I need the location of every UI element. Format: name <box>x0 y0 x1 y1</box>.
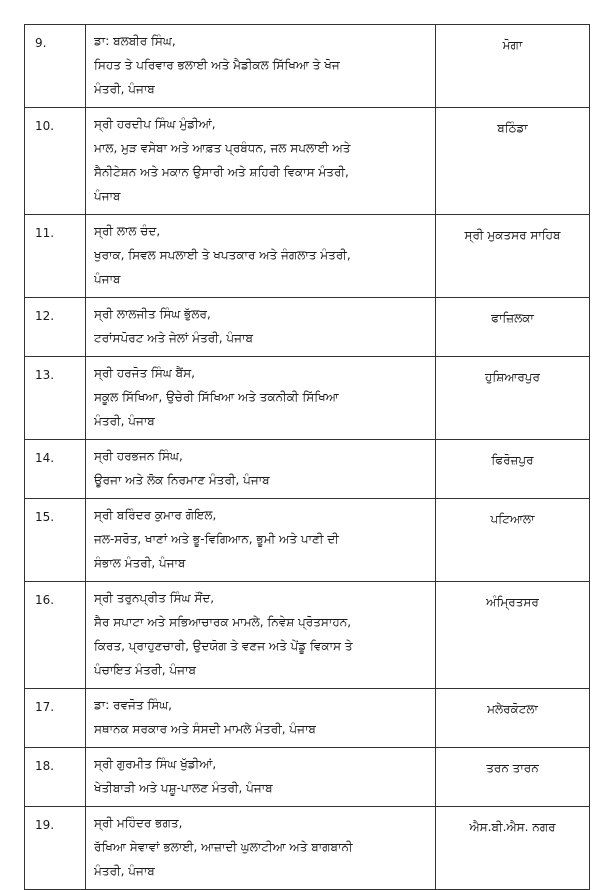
minister-cell <box>86 215 436 298</box>
district-name: ਅੰਮ੍ਰਿਤਸਰ <box>436 582 590 689</box>
table-row <box>25 689 590 748</box>
portfolio-line: ਟਰਾਂਸਪੋਰਟ ਅਤੇ ਜੇਲਾਂ ਮੰਤਰੀ, ਪੰਜਾਬ <box>94 331 253 345</box>
district-name: ਤਰਨ ਤਾਰਨ <box>436 748 590 807</box>
serial-number: 16. <box>25 582 86 689</box>
minister-name: ਸ੍ਰੀ ਮਹਿੰਦਰ ਭਗਤ, <box>94 816 183 830</box>
minister-cell <box>86 582 436 689</box>
ministers-table <box>24 24 590 890</box>
portfolio-line: ਮਾਲ, ਮੁੜ ਵਸੇਬਾ ਅਤੇ ਆਫ਼ਤ ਪ੍ਰਬੰਧਨ, ਜਲ ਸਪਲਾਈ ਅਤੇ <box>94 141 351 155</box>
table-row <box>25 440 590 499</box>
district-name: ਹੁਸ਼ਿਆਰਪੁਰ <box>436 357 590 440</box>
portfolio-line: ਸੈਨੀਟੇਸ਼ਨ ਅਤੇ ਮਕਾਨ ਉਸਾਰੀ ਅਤੇ ਸ਼ਹਿਰੀ ਵਿਕਾਸ ਮੰਤਰੀ, <box>94 165 349 179</box>
portfolio-line: ਪੰਜਾਬ <box>94 272 121 286</box>
portfolio-line: ਪੰਚਾਇਤ ਮੰਤਰੀ, ਪੰਜਾਬ <box>94 663 196 677</box>
district-name: ਐਸ.ਬੀ.ਐਸ. ਨਗਰ <box>436 807 590 890</box>
table-row <box>25 807 590 890</box>
minister-cell <box>86 807 436 890</box>
minister-name: ਸ੍ਰੀ ਹਰਭਜਨ ਸਿੰਘ, <box>94 449 183 463</box>
minister-name: ਸ੍ਰੀ ਗੁਰਮੀਤ ਸਿੰਘ ਖੁੱਡੀਆਂ, <box>94 757 217 771</box>
portfolio-line: ਸੰਭਾਲ ਮੰਤਰੀ, ਪੰਜਾਬ <box>94 556 186 570</box>
table-row <box>25 298 590 357</box>
district-name: ਮਲੇਰਕੋਟਲਾ <box>436 689 590 748</box>
portfolio-line: ਖੇਤੀਬਾੜੀ ਅਤੇ ਪਸ਼ੂ-ਪਾਲਣ ਮੰਤਰੀ, ਪੰਜਾਬ <box>94 781 273 795</box>
minister-name: ਸ੍ਰੀ ਲਾਲਜੀਤ ਸਿੰਘ ਭੁੱਲਰ, <box>94 307 211 321</box>
minister-name: ਸ੍ਰੀ ਹਰਦੀਪ ਸਿੰਘ ਮੁੰਡੀਆਂ, <box>94 117 216 131</box>
district-name: ਸ੍ਰੀ ਮੁਕਤਸਰ ਸਾਹਿਬ <box>436 215 590 298</box>
portfolio-line: ਜਲ-ਸਰੋਤ, ਖਾਣਾਂ ਅਤੇ ਭੂ-ਵਿਗਿਆਨ, ਭੂਮੀ ਅਤੇ ਪਾਣੀ ਦੀ <box>94 532 339 546</box>
serial-number: 9. <box>25 25 86 108</box>
portfolio-line: ਸਥਾਨਕ ਸਰਕਾਰ ਅਤੇ ਸੰਸਦੀ ਮਾਮਲੇ ਮੰਤਰੀ, ਪੰਜਾਬ <box>94 722 316 736</box>
portfolio-line: ਮੰਤਰੀ, ਪੰਜਾਬ <box>94 414 155 428</box>
serial-number: 19. <box>25 807 86 890</box>
district-name: ਫਾਜ਼ਿਲਕਾ <box>436 298 590 357</box>
table-row <box>25 582 590 689</box>
minister-cell <box>86 298 436 357</box>
serial-number: 17. <box>25 689 86 748</box>
serial-number: 11. <box>25 215 86 298</box>
minister-name: ਸ੍ਰੀ ਤਰੁਨਪ੍ਰੀਤ ਸਿੰਘ ਸੌਂਦ, <box>94 591 215 605</box>
district-name: ਮੋਗਾ <box>436 25 590 108</box>
portfolio-line: ਮੰਤਰੀ, ਪੰਜਾਬ <box>94 82 155 96</box>
portfolio-line: ਮੰਤਰੀ, ਪੰਜਾਬ <box>94 864 155 878</box>
minister-name: ਡਾ: ਰਵਜੋਤ ਸਿੰਘ, <box>94 698 172 712</box>
portfolio-line: ਕਿਰਤ, ਪ੍ਰਾਹੁਣਚਾਰੀ, ਉਦਯੋਗ ਤੇ ਵਣਜ ਅਤੇ ਪੇਂਡੂ ਵਿਕਾਸ ਤੇ <box>94 639 353 653</box>
serial-number: 15. <box>25 499 86 582</box>
minister-name: ਸ੍ਰੀ ਲਾਲ ਚੰਦ, <box>94 224 161 238</box>
portfolio-line: ਪੰਜਾਬ <box>94 189 121 203</box>
portfolio-line: ਸਕੂਲ ਸਿੱਖਿਆ, ਉਚੇਰੀ ਸਿੱਖਿਆ ਅਤੇ ਤਕਨੀਕੀ ਸਿੱਖਿਆ <box>94 390 339 404</box>
minister-cell <box>86 108 436 215</box>
minister-cell <box>86 440 436 499</box>
minister-name: ਸ੍ਰੀ ਹਰਜੋਤ ਸਿੰਘ ਬੈਂਸ, <box>94 366 195 380</box>
portfolio-line: ਸਿਹਤ ਤੇ ਪਰਿਵਾਰ ਭਲਾਈ ਅਤੇ ਮੈਡੀਕਲ ਸਿੱਖਿਆ ਤੇ ਖੋਜ <box>94 58 340 72</box>
minister-cell <box>86 748 436 807</box>
minister-cell <box>86 25 436 108</box>
minister-cell <box>86 499 436 582</box>
portfolio-line: ਖੁਰਾਕ, ਸਿਵਲ ਸਪਲਾਈ ਤੇ ਖਪਤਕਾਰ ਅਤੇ ਜੰਗਲਾਤ ਮੰਤਰੀ, <box>94 248 351 262</box>
serial-number: 10. <box>25 108 86 215</box>
table-row <box>25 108 590 215</box>
table-row <box>25 748 590 807</box>
minister-cell <box>86 357 436 440</box>
portfolio-line: ਸੈਰ ਸਪਾਟਾ ਅਤੇ ਸਭਿਆਚਾਰਕ ਮਾਮਲੇ, ਨਿਵੇਸ਼ ਪ੍ਰੋਤਸਾਹਨ, <box>94 615 352 629</box>
document-page <box>24 24 590 878</box>
table-row <box>25 215 590 298</box>
portfolio-line: ਰੱਖਿਆ ਸੇਵਾਵਾਂ ਭਲਾਈ, ਆਜ਼ਾਦੀ ਘੁਲਾਟੀਆ ਅਤੇ ਬਾਗਬਾਨੀ <box>94 840 353 854</box>
table-row <box>25 357 590 440</box>
table-row <box>25 25 590 108</box>
district-name: ਪਟਿਆਲਾ <box>436 499 590 582</box>
serial-number: 12. <box>25 298 86 357</box>
portfolio-line: ਊਰਜਾ ਅਤੇ ਲੋਕ ਨਿਰਮਾਣ ਮੰਤਰੀ, ਪੰਜਾਬ <box>94 473 270 487</box>
minister-name: ਸ੍ਰੀ ਬਰਿੰਦਰ ਕੁਮਾਰ ਗੋਇਲ, <box>94 508 217 522</box>
table-row <box>25 499 590 582</box>
district-name: ਫਿਰੋਜ਼ਪੁਰ <box>436 440 590 499</box>
minister-name: ਡਾ: ਬਲਬੀਰ ਸਿੰਘ, <box>94 34 176 48</box>
serial-number: 18. <box>25 748 86 807</box>
serial-number: 13. <box>25 357 86 440</box>
serial-number: 14. <box>25 440 86 499</box>
district-name: ਬਠਿੰਡਾ <box>436 108 590 215</box>
minister-cell <box>86 689 436 748</box>
